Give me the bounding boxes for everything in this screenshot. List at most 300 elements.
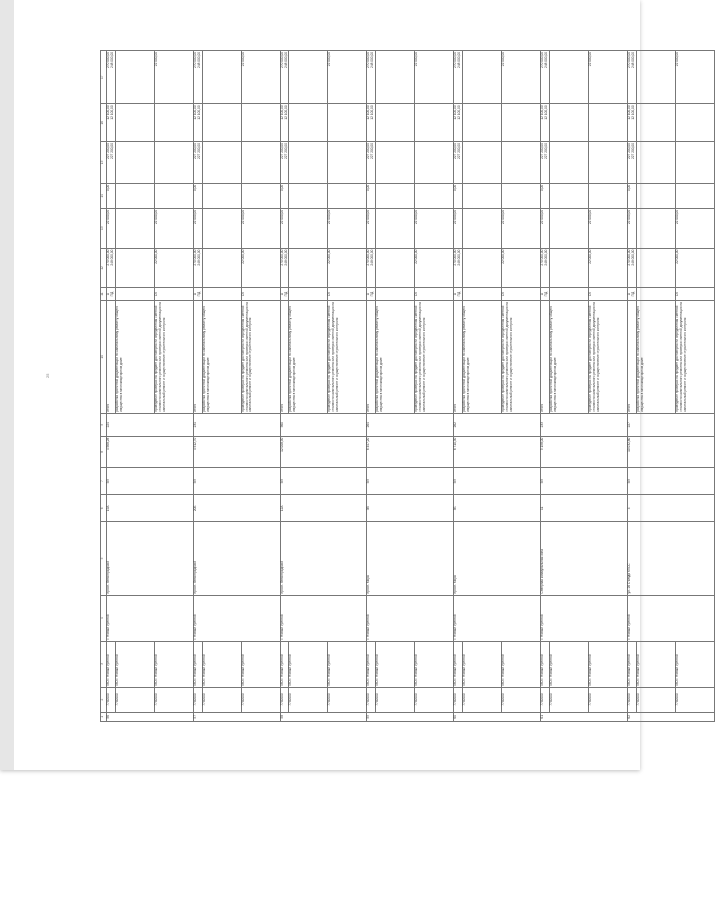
- owner-cost: [241, 104, 280, 142]
- total-cost-line: 270 000,00: [453, 249, 458, 266]
- work-codes-line: ПД: [543, 291, 548, 297]
- work-codes-line: А: [279, 293, 284, 296]
- total-cost: [636, 248, 675, 288]
- total-cost: 22 000,00: [154, 248, 193, 288]
- row-number: 61: [541, 712, 628, 721]
- settlement-name: МО г. Новый Уренгой: [415, 641, 454, 687]
- fund-cost: [627, 142, 636, 184]
- owner-cost-line: 12 100,00: [457, 105, 462, 120]
- house-number: 4: [627, 495, 714, 522]
- fund-cost: [549, 142, 588, 184]
- planned-total-line: 270 000,00: [366, 52, 371, 68]
- work-total-label: итого: [454, 300, 463, 413]
- fund-cost: [193, 142, 202, 184]
- total-cost-line: 270 000,00: [279, 249, 284, 266]
- planned-total: [454, 51, 463, 104]
- planned-total-line: 248 000,00: [283, 52, 288, 68]
- settlement-name: МО г. Новый Уренгой: [588, 641, 627, 687]
- fund-cost-line: 227 200,00: [630, 143, 635, 159]
- subsidy-cost: 22 000,00: [241, 208, 280, 248]
- row-number: 60: [454, 712, 541, 721]
- settlement-name: МО г. Новый Уренгой: [107, 641, 116, 687]
- total-cost: [367, 248, 376, 288]
- fund-cost: [154, 142, 193, 184]
- total-cost: [463, 248, 502, 288]
- fund-cost: [241, 142, 280, 184]
- row-number: 58: [280, 712, 367, 721]
- column-number-13: 13: [101, 208, 107, 248]
- total-cost: 22 000,00: [241, 248, 280, 288]
- total-cost: [107, 248, 116, 288]
- building-area: 4 912,70: [193, 436, 280, 467]
- work-description: разработка проектной документации по капитальному ремонту общего имущества в многоквартирном доме: [549, 300, 588, 413]
- owner-cost: [154, 104, 193, 142]
- units-count: 262: [454, 413, 541, 436]
- other-cost: [376, 183, 415, 208]
- row-number: 59: [367, 712, 454, 721]
- locality: г. Новый Уренгой: [454, 595, 541, 641]
- owner-cost-line: 12 100,00: [630, 105, 635, 120]
- settlement-name: МО г. Новый Уренгой: [193, 641, 202, 687]
- settlement-name: МО г. Новый Уренгой: [241, 641, 280, 687]
- work-codes-line: ПД: [109, 291, 114, 297]
- total-cost-line: 248 000,00: [457, 249, 462, 266]
- planned-total-line: 248 000,00: [457, 52, 462, 68]
- owner-cost: [627, 104, 636, 142]
- work-description: разработка проектной документации по капитальному ремонту общего имущества в многоквартирном доме: [202, 300, 241, 413]
- subsidy-cost: 22 000,00: [154, 208, 193, 248]
- row-number: 57: [193, 712, 280, 721]
- fund-cost: [328, 142, 367, 184]
- total-cost-line: 270 000,00: [540, 249, 545, 266]
- work-codes-line: А: [192, 293, 197, 296]
- street-address: просп. Ленинградский: [107, 522, 194, 595]
- owner-cost-line: 12 100,00: [540, 105, 545, 120]
- work-total-label: итого: [107, 300, 116, 413]
- column-number-11: 11: [101, 288, 107, 301]
- column-number-3: 3: [101, 641, 107, 687]
- work-codes-line: ПД: [630, 291, 635, 297]
- planned-total: [193, 51, 202, 104]
- other-cost: [502, 183, 541, 208]
- okato-code: 7740000: [502, 687, 541, 712]
- subsidy-cost: 22 000,00: [588, 208, 627, 248]
- planned-total: 22 000,00: [241, 51, 280, 104]
- planned-total: [367, 51, 376, 104]
- work-description: проведение проверки на предмет достоверности определения сметной стоимости капитального ремонта или проверки сметной документации на капитальный ремонт и осуществление строительного контроля: [241, 300, 280, 413]
- column-number-8: 8: [101, 436, 107, 467]
- other-cost: 0,00: [193, 183, 202, 208]
- house-number: 11: [541, 495, 628, 522]
- okato-code: 7740000: [549, 687, 588, 712]
- house-number: 12А: [280, 495, 367, 522]
- planned-total: 22 000,00: [675, 51, 714, 104]
- building-area: 5 198,00: [541, 436, 628, 467]
- fund-cost: [376, 142, 415, 184]
- fund-cost: [541, 142, 550, 184]
- subsidy-cost: 22 000,00: [367, 208, 376, 248]
- work-description: разработка проектной документации по капитальному ремонту общего имущества в многоквартирном доме: [636, 300, 675, 413]
- work-code: СК: [675, 288, 714, 301]
- planned-total-line: 270 000,00: [279, 52, 284, 68]
- other-cost: [154, 183, 193, 208]
- units-count: 264: [367, 413, 454, 436]
- floors: 5/9: [367, 468, 454, 495]
- planned-total-line: 248 000,00: [543, 52, 548, 68]
- other-cost: 0,00: [627, 183, 636, 208]
- fund-cost-line: 227 200,00: [453, 143, 458, 159]
- fund-cost-line: 227 200,00: [106, 143, 110, 159]
- capital-repair-table: [100, 50, 715, 722]
- fund-cost: [202, 142, 241, 184]
- fund-cost: [115, 142, 154, 184]
- planned-total: [115, 51, 154, 104]
- planned-total: 22 000,00: [588, 51, 627, 104]
- work-description: проведение проверки на предмет достоверности определения сметной стоимости капитального ремонта или проверки сметной документации на капитальный ремонт и осуществление строительного контроля: [328, 300, 367, 413]
- other-cost: 0,00: [541, 183, 550, 208]
- fund-cost-line: 227 200,00: [457, 143, 462, 159]
- fund-cost-line: 227 200,00: [370, 143, 375, 159]
- column-number-4: 4: [101, 595, 107, 641]
- units-count: 231: [193, 413, 280, 436]
- total-cost: [454, 248, 463, 288]
- total-cost: [549, 248, 588, 288]
- floors: 5/9: [454, 468, 541, 495]
- owner-cost: [328, 104, 367, 142]
- other-cost: [588, 183, 627, 208]
- fund-cost: [289, 142, 328, 184]
- work-code: [115, 288, 154, 301]
- okato-code: 7740000: [115, 687, 154, 712]
- okato-code: 7740000: [289, 687, 328, 712]
- floors: 5/9: [280, 468, 367, 495]
- owner-cost-line: 12 100,00: [626, 105, 631, 120]
- total-cost-line: 248 000,00: [109, 249, 114, 266]
- building-area: 12 008,90: [280, 436, 367, 467]
- subsidy-cost: 22 000,00: [627, 208, 636, 248]
- planned-total: 22 000,00: [154, 51, 193, 104]
- subsidy-cost: 22 000,00: [107, 208, 116, 248]
- fund-cost-line: 227 200,00: [196, 143, 201, 159]
- column-number-9: 9: [101, 413, 107, 436]
- subsidy-cost: [376, 208, 415, 248]
- total-cost: 22 000,00: [675, 248, 714, 288]
- locality: г. Новый Уренгой: [367, 595, 454, 641]
- column-number-17: 17: [101, 51, 107, 104]
- planned-total: [463, 51, 502, 104]
- planned-total: [549, 51, 588, 104]
- other-cost: [415, 183, 454, 208]
- okato-code: 7740000: [541, 687, 550, 712]
- owner-cost-line: 12 100,00: [109, 105, 114, 120]
- okato-code: 7740000: [376, 687, 415, 712]
- owner-cost: [502, 104, 541, 142]
- work-code: СК: [502, 288, 541, 301]
- settlement-name: МО г. Новый Уренгой: [454, 641, 463, 687]
- column-number-16: 16: [101, 104, 107, 142]
- work-description: проведение проверки на предмет достоверности определения сметной стоимости капитального ремонта или проверки сметной документации на капитальный ремонт и осуществление строительного контроля: [588, 300, 627, 413]
- other-cost: [241, 183, 280, 208]
- owner-cost-line: 12 100,00: [196, 105, 201, 120]
- planned-total-line: 270 000,00: [453, 52, 458, 68]
- work-code: СК: [241, 288, 280, 301]
- total-cost: [202, 248, 241, 288]
- fund-cost-line: 227 200,00: [366, 143, 371, 159]
- work-code: СК: [588, 288, 627, 301]
- locality: г. Новый Уренгой: [107, 595, 194, 641]
- owner-cost-line: 12 100,00: [453, 105, 458, 120]
- other-cost: [549, 183, 588, 208]
- other-cost: [636, 183, 675, 208]
- total-cost: [115, 248, 154, 288]
- planned-total: [202, 51, 241, 104]
- owner-cost-line: 12 100,00: [106, 105, 110, 120]
- planned-total: 22 000,00: [415, 51, 454, 104]
- fund-cost-line: 227 200,00: [540, 143, 545, 159]
- owner-cost: [541, 104, 550, 142]
- okato-code: 7740000: [675, 687, 714, 712]
- settlement-name: МО г. Новый Уренгой: [328, 641, 367, 687]
- work-description: разработка проектной документации по капитальному ремонту общего имущества в многоквартирном доме: [376, 300, 415, 413]
- units-count: 560: [280, 413, 367, 436]
- rotated-table-container: [100, 50, 687, 722]
- work-codes-line: А: [453, 293, 458, 296]
- fund-cost: [415, 142, 454, 184]
- planned-total: [289, 51, 328, 104]
- work-code: [202, 288, 241, 301]
- work-codes-line: ПД: [370, 291, 375, 297]
- work-codes-line: А: [106, 293, 110, 296]
- planned-total-line: 270 000,00: [626, 52, 631, 68]
- total-cost: [280, 248, 289, 288]
- subsidy-cost: 22 000,00: [502, 208, 541, 248]
- settlement-name: МО г. Новый Уренгой: [675, 641, 714, 687]
- column-number-6: 6: [101, 495, 107, 522]
- work-code: [636, 288, 675, 301]
- house-number: 5Б: [454, 495, 541, 522]
- fund-cost: [588, 142, 627, 184]
- owner-cost: [675, 104, 714, 142]
- owner-cost: [415, 104, 454, 142]
- work-codes-line: ПД: [283, 291, 288, 297]
- settlement-name: МО г. Новый Уренгой: [115, 641, 154, 687]
- work-total-label: итого: [280, 300, 289, 413]
- planned-total: [376, 51, 415, 104]
- work-description: разработка проектной документации по капитальному ремонту общего имущества в многоквартирном доме: [115, 300, 154, 413]
- fund-cost-line: 227 200,00: [109, 143, 114, 159]
- work-codes-line: А: [540, 293, 545, 296]
- okato-code: 7740000: [454, 687, 463, 712]
- settlement-name: МО г. Новый Уренгой: [280, 641, 289, 687]
- house-number: 20Б: [193, 495, 280, 522]
- locality: г. Новый Уренгой: [280, 595, 367, 641]
- fund-cost: [107, 142, 116, 184]
- column-number-15: 15: [101, 142, 107, 184]
- planned-total: [636, 51, 675, 104]
- total-cost-line: 248 000,00: [196, 249, 201, 266]
- okato-code: 7740000: [463, 687, 502, 712]
- other-cost: 0,00: [280, 183, 289, 208]
- planned-total: [280, 51, 289, 104]
- total-cost: 22 000,00: [502, 248, 541, 288]
- work-total-label: итого: [627, 300, 636, 413]
- work-description: проведение проверки на предмет достоверности определения сметной стоимости капитального ремонта или проверки сметной документации на капитальный ремонт и осуществление строительного контроля: [415, 300, 454, 413]
- work-description: разработка проектной документации по капитальному ремонту общего имущества в многоквартирном доме: [463, 300, 502, 413]
- planned-total: [541, 51, 550, 104]
- settlement-name: МО г. Новый Уренгой: [636, 641, 675, 687]
- other-cost: [115, 183, 154, 208]
- total-cost-line: 248 000,00: [543, 249, 548, 266]
- subsidy-cost: 22 000,00: [193, 208, 202, 248]
- fund-cost-line: 227 200,00: [626, 143, 631, 159]
- work-codes-line: А: [626, 293, 631, 296]
- fund-cost: [280, 142, 289, 184]
- owner-cost: [588, 104, 627, 142]
- planned-total-line: 248 000,00: [109, 52, 114, 68]
- okato-code: 7740000: [636, 687, 675, 712]
- owner-cost-line: 12 100,00: [192, 105, 197, 120]
- work-description: проведение проверки на предмет достоверности определения сметной стоимости капитального ремонта или проверки сметной документации на капитальный ремонт и осуществление строительного контроля: [502, 300, 541, 413]
- work-code: [376, 288, 415, 301]
- column-number-1: 1: [101, 712, 107, 721]
- okato-code: 7740000: [415, 687, 454, 712]
- other-cost: [202, 183, 241, 208]
- building-area: 10 032,80: [627, 436, 714, 467]
- fund-cost-line: 227 200,00: [192, 143, 197, 159]
- total-cost-line: 270 000,00: [106, 249, 110, 266]
- locality: г. Новый Уренгой: [541, 595, 628, 641]
- owner-cost: [463, 104, 502, 142]
- work-codes: [107, 288, 116, 301]
- floors: 5/9: [193, 468, 280, 495]
- settlement-name: МО г. Новый Уренгой: [541, 641, 550, 687]
- fund-cost-line: 227 200,00: [283, 143, 288, 159]
- work-description: проведение проверки на предмет достоверности определения сметной стоимости капитального ремонта или проверки сметной документации на капитальный ремонт и осуществление строительного контроля: [154, 300, 193, 413]
- work-code: СК: [328, 288, 367, 301]
- planned-total-line: 248 000,00: [196, 52, 201, 68]
- okato-code: 7740000: [367, 687, 376, 712]
- total-cost: [541, 248, 550, 288]
- work-code: СК: [154, 288, 193, 301]
- work-total-label: итого: [541, 300, 550, 413]
- total-cost: [376, 248, 415, 288]
- table-row: [627, 51, 636, 722]
- owner-cost: [376, 104, 415, 142]
- okato-code: 7740000: [627, 687, 636, 712]
- total-cost: 22 000,00: [588, 248, 627, 288]
- street-address: Северная коммунальная зона: [541, 522, 628, 595]
- fund-cost: [636, 142, 675, 184]
- settlement-name: МО г. Новый Уренгой: [502, 641, 541, 687]
- okato-code: 7740000: [202, 687, 241, 712]
- locality: г. Новый Уренгой: [193, 595, 280, 641]
- subsidy-cost: [549, 208, 588, 248]
- okato-code: 7740000: [193, 687, 202, 712]
- total-cost-line: 248 000,00: [283, 249, 288, 266]
- planned-total-line: 248 000,00: [630, 52, 635, 68]
- subsidy-cost: [289, 208, 328, 248]
- total-cost: [289, 248, 328, 288]
- total-cost: 22 000,00: [328, 248, 367, 288]
- total-cost: [627, 248, 636, 288]
- other-cost: 0,00: [367, 183, 376, 208]
- row-number: 56: [107, 712, 194, 721]
- subsidy-cost: 22 000,00: [454, 208, 463, 248]
- work-code: СК: [415, 288, 454, 301]
- floors: 5/9: [541, 468, 628, 495]
- planned-total-line: 248 000,00: [370, 52, 375, 68]
- work-total-label: итого: [367, 300, 376, 413]
- owner-cost-line: 12 100,00: [370, 105, 375, 120]
- planned-total: [107, 51, 116, 104]
- column-number-10: 10: [101, 300, 107, 413]
- other-cost: [328, 183, 367, 208]
- fund-cost: [367, 142, 376, 184]
- owner-cost: [193, 104, 202, 142]
- house-number: 3В: [367, 495, 454, 522]
- planned-total: 22 000,00: [328, 51, 367, 104]
- work-code: [289, 288, 328, 301]
- column-number-5: 5: [101, 522, 107, 595]
- column-number-14: 14: [101, 183, 107, 208]
- settlement-name: МО г. Новый Уренгой: [154, 641, 193, 687]
- fund-cost: [675, 142, 714, 184]
- table-row: [193, 51, 202, 722]
- house-number: 19А: [107, 495, 194, 522]
- owner-cost: [289, 104, 328, 142]
- total-cost-line: 270 000,00: [626, 249, 631, 266]
- okato-code: 7740000: [328, 687, 367, 712]
- work-codes-line: ПД: [196, 291, 201, 297]
- building-area: 6 447,20: [367, 436, 454, 467]
- street-address: просп. Мира: [454, 522, 541, 595]
- okato-code: 7740000: [241, 687, 280, 712]
- planned-total-line: 270 000,00: [192, 52, 197, 68]
- settlement-name: МО г. Новый Уренгой: [202, 641, 241, 687]
- total-cost-line: 270 000,00: [366, 249, 371, 266]
- subsidy-cost: 22 000,00: [280, 208, 289, 248]
- owner-cost: [115, 104, 154, 142]
- street-address: просп. Ленинградский: [193, 522, 280, 595]
- planned-total-line: 270 000,00: [106, 52, 110, 68]
- fund-cost: [463, 142, 502, 184]
- okato-code: 7740000: [588, 687, 627, 712]
- table-row: [107, 51, 116, 722]
- street-address: просп. Мира: [367, 522, 454, 595]
- fund-cost-line: 227 200,00: [543, 143, 548, 159]
- row-number: 62: [627, 712, 714, 721]
- floors: 5/9: [107, 468, 194, 495]
- subsidy-cost: 22 000,00: [675, 208, 714, 248]
- owner-cost-line: 12 100,00: [543, 105, 548, 120]
- work-codes-line: ПД: [457, 291, 462, 297]
- work-codes-line: А: [366, 293, 371, 296]
- building-area: 6 710,30: [454, 436, 541, 467]
- subsidy-cost: [202, 208, 241, 248]
- subsidy-cost: [463, 208, 502, 248]
- floors: 5/9: [627, 468, 714, 495]
- fund-cost-line: 227 200,00: [279, 143, 284, 159]
- owner-cost: [367, 104, 376, 142]
- work-codes: [367, 288, 376, 301]
- settlement-name: МО г. Новый Уренгой: [367, 641, 376, 687]
- work-code: [463, 288, 502, 301]
- settlement-name: МО г. Новый Уренгой: [549, 641, 588, 687]
- total-cost: [193, 248, 202, 288]
- total-cost: 22 000,00: [415, 248, 454, 288]
- okato-code: 7740000: [107, 687, 116, 712]
- owner-cost-line: 12 100,00: [283, 105, 288, 120]
